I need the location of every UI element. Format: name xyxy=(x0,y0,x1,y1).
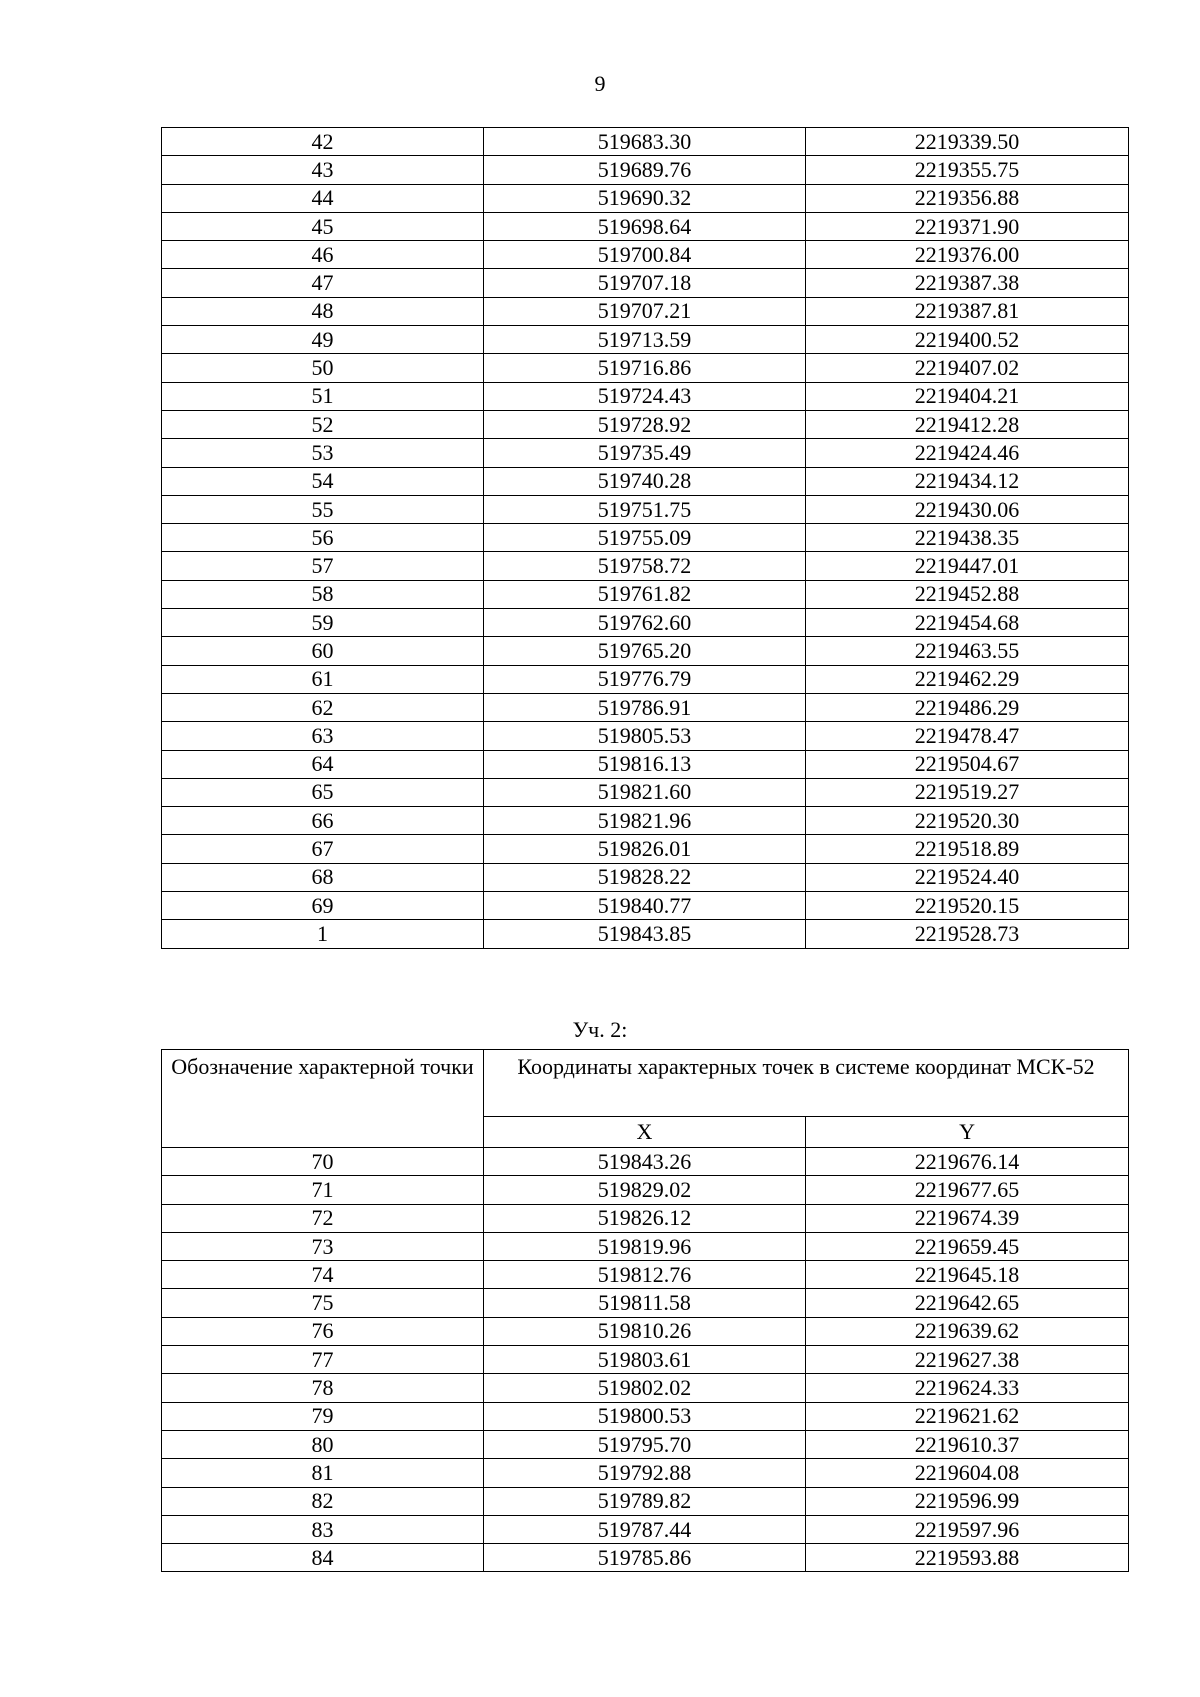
point-number-cell: 53 xyxy=(162,439,484,467)
point-number-cell: 67 xyxy=(162,835,484,863)
x-coordinate-cell: 519690.32 xyxy=(484,184,806,212)
table-row xyxy=(162,1515,1129,1543)
x-coordinate-cell: 519805.53 xyxy=(484,722,806,750)
x-coordinate-cell: 519829.02 xyxy=(484,1176,806,1204)
x-coordinate-cell: 519826.01 xyxy=(484,835,806,863)
point-number-cell: 66 xyxy=(162,807,484,835)
table-row xyxy=(162,184,1129,212)
table-row xyxy=(162,807,1129,835)
point-number-cell: 50 xyxy=(162,354,484,382)
coordinates-table-section-2 xyxy=(161,1049,1129,1572)
table-row xyxy=(162,1402,1129,1430)
table-row xyxy=(162,1430,1129,1458)
x-coordinate-cell: 519689.76 xyxy=(484,156,806,184)
table-row xyxy=(162,524,1129,552)
point-number-cell: 56 xyxy=(162,524,484,552)
y-coordinate-cell: 2219387.38 xyxy=(806,269,1129,297)
y-coordinate-cell: 2219404.21 xyxy=(806,382,1129,410)
x-coordinate-cell: 519683.30 xyxy=(484,128,806,156)
point-number-cell: 69 xyxy=(162,892,484,920)
y-coordinate-cell: 2219447.01 xyxy=(806,552,1129,580)
y-coordinate-cell: 2219627.38 xyxy=(806,1346,1129,1374)
table-row xyxy=(162,1346,1129,1374)
x-coordinate-cell: 519821.60 xyxy=(484,778,806,806)
y-coordinate-cell: 2219642.65 xyxy=(806,1289,1129,1317)
x-coordinate-cell: 519755.09 xyxy=(484,524,806,552)
coordinates-table-continued xyxy=(161,127,1129,949)
y-coordinate-cell: 2219438.35 xyxy=(806,524,1129,552)
point-number-cell: 64 xyxy=(162,750,484,778)
y-coordinate-cell: 2219593.88 xyxy=(806,1544,1129,1572)
x-coordinate-cell: 519800.53 xyxy=(484,1402,806,1430)
y-coordinate-cell: 2219520.30 xyxy=(806,807,1129,835)
table-row xyxy=(162,1544,1129,1572)
point-column-header: Обозначение характерной точки xyxy=(162,1050,484,1148)
x-coordinate-cell: 519740.28 xyxy=(484,467,806,495)
y-coordinate-cell: 2219610.37 xyxy=(806,1430,1129,1458)
point-number-cell: 76 xyxy=(162,1317,484,1345)
table-row xyxy=(162,1148,1129,1176)
table-row xyxy=(162,382,1129,410)
table-row xyxy=(162,326,1129,354)
table-row xyxy=(162,863,1129,891)
y-coordinate-cell: 2219518.89 xyxy=(806,835,1129,863)
y-coordinate-cell: 2219520.15 xyxy=(806,892,1129,920)
x-coordinate-cell: 519843.26 xyxy=(484,1148,806,1176)
point-number-cell: 55 xyxy=(162,495,484,523)
x-coordinate-cell: 519716.86 xyxy=(484,354,806,382)
x-coordinate-cell: 519700.84 xyxy=(484,241,806,269)
point-number-cell: 77 xyxy=(162,1346,484,1374)
y-coordinate-cell: 2219412.28 xyxy=(806,410,1129,438)
table-row xyxy=(162,410,1129,438)
x-coordinate-cell: 519698.64 xyxy=(484,212,806,240)
x-column-header: X xyxy=(484,1117,806,1148)
table-row xyxy=(162,1289,1129,1317)
y-coordinate-cell: 2219387.81 xyxy=(806,297,1129,325)
y-coordinate-cell: 2219621.62 xyxy=(806,1402,1129,1430)
point-number-cell: 71 xyxy=(162,1176,484,1204)
table-row xyxy=(162,892,1129,920)
table-row xyxy=(162,269,1129,297)
y-coordinate-cell: 2219486.29 xyxy=(806,693,1129,721)
table-row xyxy=(162,1261,1129,1289)
point-number-cell: 82 xyxy=(162,1487,484,1515)
point-number-cell: 1 xyxy=(162,920,484,948)
y-column-header: Y xyxy=(806,1117,1129,1148)
y-coordinate-cell: 2219504.67 xyxy=(806,750,1129,778)
y-coordinate-cell: 2219430.06 xyxy=(806,495,1129,523)
point-number-cell: 84 xyxy=(162,1544,484,1572)
table-row xyxy=(162,495,1129,523)
point-number-cell: 62 xyxy=(162,693,484,721)
section-label: Уч. 2: xyxy=(572,1017,628,1042)
point-number-cell: 49 xyxy=(162,326,484,354)
x-coordinate-cell: 519843.85 xyxy=(484,920,806,948)
x-coordinate-cell: 519816.13 xyxy=(484,750,806,778)
y-coordinate-cell: 2219596.99 xyxy=(806,1487,1129,1515)
y-coordinate-cell: 2219519.27 xyxy=(806,778,1129,806)
y-coordinate-cell: 2219528.73 xyxy=(806,920,1129,948)
point-number-cell: 79 xyxy=(162,1402,484,1430)
point-number-cell: 73 xyxy=(162,1232,484,1260)
x-coordinate-cell: 519803.61 xyxy=(484,1346,806,1374)
point-number-cell: 54 xyxy=(162,467,484,495)
y-coordinate-cell: 2219407.02 xyxy=(806,354,1129,382)
y-coordinate-cell: 2219478.47 xyxy=(806,722,1129,750)
x-coordinate-cell: 519776.79 xyxy=(484,665,806,693)
x-coordinate-cell: 519819.96 xyxy=(484,1232,806,1260)
point-number-cell: 78 xyxy=(162,1374,484,1402)
point-number-cell: 46 xyxy=(162,241,484,269)
page-number: 9 xyxy=(594,71,606,96)
y-coordinate-cell: 2219371.90 xyxy=(806,212,1129,240)
point-number-cell: 61 xyxy=(162,665,484,693)
point-number-cell: 70 xyxy=(162,1148,484,1176)
x-coordinate-cell: 519826.12 xyxy=(484,1204,806,1232)
y-coordinate-cell: 2219452.88 xyxy=(806,580,1129,608)
x-coordinate-cell: 519802.02 xyxy=(484,1374,806,1402)
table-row xyxy=(162,722,1129,750)
y-coordinate-cell: 2219355.75 xyxy=(806,156,1129,184)
point-number-cell: 65 xyxy=(162,778,484,806)
y-coordinate-cell: 2219356.88 xyxy=(806,184,1129,212)
table-body xyxy=(162,1050,1129,1572)
table-row xyxy=(162,609,1129,637)
x-coordinate-cell: 519840.77 xyxy=(484,892,806,920)
x-coordinate-cell: 519785.86 xyxy=(484,1544,806,1572)
table-row xyxy=(162,241,1129,269)
x-coordinate-cell: 519762.60 xyxy=(484,609,806,637)
table-row xyxy=(162,1374,1129,1402)
table-row xyxy=(162,467,1129,495)
x-coordinate-cell: 519795.70 xyxy=(484,1430,806,1458)
x-coordinate-cell: 519735.49 xyxy=(484,439,806,467)
table-row xyxy=(162,552,1129,580)
point-number-cell: 63 xyxy=(162,722,484,750)
table-row xyxy=(162,297,1129,325)
point-number-cell: 72 xyxy=(162,1204,484,1232)
y-coordinate-cell: 2219676.14 xyxy=(806,1148,1129,1176)
table-row xyxy=(162,665,1129,693)
y-coordinate-cell: 2219624.33 xyxy=(806,1374,1129,1402)
y-coordinate-cell: 2219645.18 xyxy=(806,1261,1129,1289)
point-number-cell: 44 xyxy=(162,184,484,212)
table-row xyxy=(162,439,1129,467)
table-row xyxy=(162,1232,1129,1260)
x-coordinate-cell: 519724.43 xyxy=(484,382,806,410)
y-coordinate-cell: 2219597.96 xyxy=(806,1515,1129,1543)
table-row xyxy=(162,212,1129,240)
point-number-cell: 59 xyxy=(162,609,484,637)
table-row xyxy=(162,693,1129,721)
y-coordinate-cell: 2219424.46 xyxy=(806,439,1129,467)
x-coordinate-cell: 519792.88 xyxy=(484,1459,806,1487)
table-row xyxy=(162,156,1129,184)
point-number-cell: 75 xyxy=(162,1289,484,1317)
table-row xyxy=(162,1317,1129,1345)
y-coordinate-cell: 2219462.29 xyxy=(806,665,1129,693)
table-row xyxy=(162,835,1129,863)
table-row xyxy=(162,1176,1129,1204)
x-coordinate-cell: 519707.21 xyxy=(484,297,806,325)
point-number-cell: 58 xyxy=(162,580,484,608)
point-number-cell: 83 xyxy=(162,1515,484,1543)
point-number-cell: 60 xyxy=(162,637,484,665)
point-number-cell: 43 xyxy=(162,156,484,184)
x-coordinate-cell: 519828.22 xyxy=(484,863,806,891)
point-number-cell: 81 xyxy=(162,1459,484,1487)
table-row xyxy=(162,920,1129,948)
point-number-cell: 45 xyxy=(162,212,484,240)
table-row xyxy=(162,778,1129,806)
table-body xyxy=(162,128,1129,949)
point-number-cell: 80 xyxy=(162,1430,484,1458)
x-coordinate-cell: 519765.20 xyxy=(484,637,806,665)
point-number-cell: 57 xyxy=(162,552,484,580)
x-coordinate-cell: 519811.58 xyxy=(484,1289,806,1317)
x-coordinate-cell: 519751.75 xyxy=(484,495,806,523)
point-number-cell: 51 xyxy=(162,382,484,410)
y-coordinate-cell: 2219339.50 xyxy=(806,128,1129,156)
point-number-cell: 42 xyxy=(162,128,484,156)
table-row xyxy=(162,128,1129,156)
x-coordinate-cell: 519821.96 xyxy=(484,807,806,835)
y-coordinate-cell: 2219454.68 xyxy=(806,609,1129,637)
x-coordinate-cell: 519761.82 xyxy=(484,580,806,608)
table-row xyxy=(162,354,1129,382)
x-coordinate-cell: 519728.92 xyxy=(484,410,806,438)
header-row xyxy=(162,1050,1129,1117)
coordinates-column-header: Координаты характерных точек в системе координат МСК-52 xyxy=(484,1050,1129,1117)
table-row xyxy=(162,1487,1129,1515)
x-coordinate-cell: 519786.91 xyxy=(484,693,806,721)
point-number-cell: 68 xyxy=(162,863,484,891)
y-coordinate-cell: 2219434.12 xyxy=(806,467,1129,495)
y-coordinate-cell: 2219524.40 xyxy=(806,863,1129,891)
y-coordinate-cell: 2219463.55 xyxy=(806,637,1129,665)
x-coordinate-cell: 519787.44 xyxy=(484,1515,806,1543)
table-row xyxy=(162,637,1129,665)
table-row xyxy=(162,1459,1129,1487)
y-coordinate-cell: 2219376.00 xyxy=(806,241,1129,269)
table-row xyxy=(162,580,1129,608)
x-coordinate-cell: 519810.26 xyxy=(484,1317,806,1345)
y-coordinate-cell: 2219674.39 xyxy=(806,1204,1129,1232)
y-coordinate-cell: 2219659.45 xyxy=(806,1232,1129,1260)
table-row xyxy=(162,750,1129,778)
x-coordinate-cell: 519789.82 xyxy=(484,1487,806,1515)
point-number-cell: 74 xyxy=(162,1261,484,1289)
x-coordinate-cell: 519713.59 xyxy=(484,326,806,354)
x-coordinate-cell: 519812.76 xyxy=(484,1261,806,1289)
point-number-cell: 48 xyxy=(162,297,484,325)
y-coordinate-cell: 2219400.52 xyxy=(806,326,1129,354)
y-coordinate-cell: 2219639.62 xyxy=(806,1317,1129,1345)
point-number-cell: 52 xyxy=(162,410,484,438)
point-number-cell: 47 xyxy=(162,269,484,297)
table-row xyxy=(162,1204,1129,1232)
y-coordinate-cell: 2219677.65 xyxy=(806,1176,1129,1204)
x-coordinate-cell: 519707.18 xyxy=(484,269,806,297)
x-coordinate-cell: 519758.72 xyxy=(484,552,806,580)
y-coordinate-cell: 2219604.08 xyxy=(806,1459,1129,1487)
